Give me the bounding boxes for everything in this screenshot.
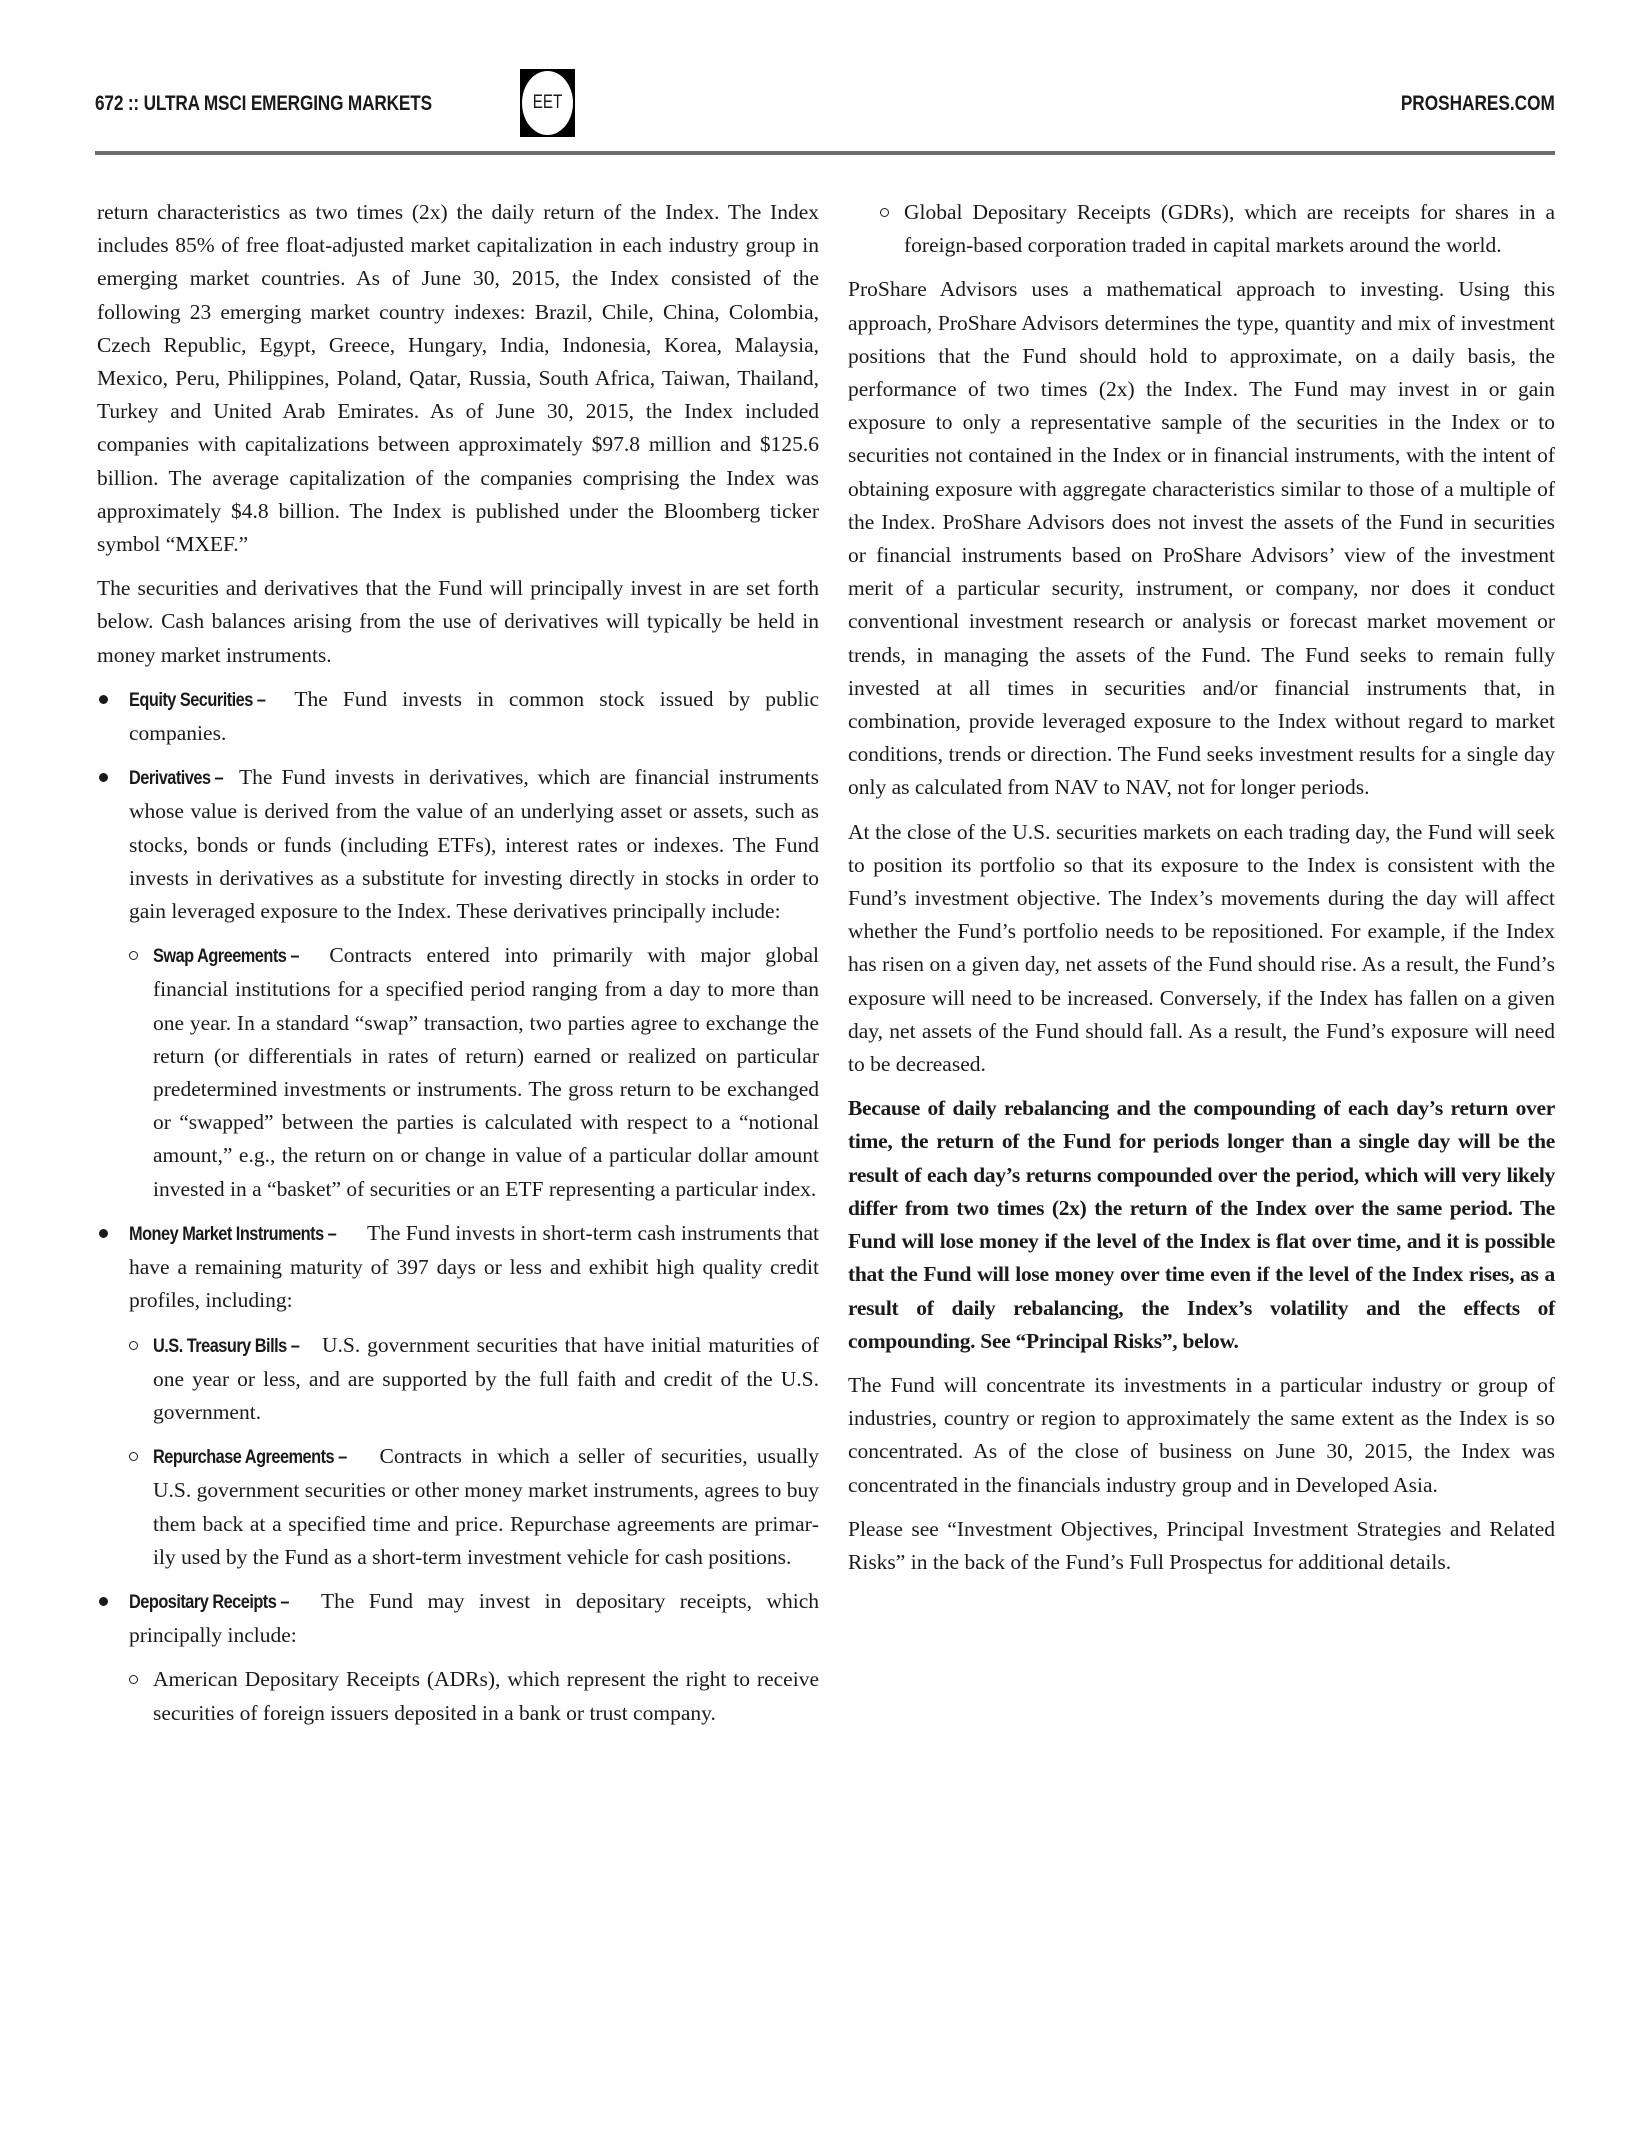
- sub-item-text: Global Depositary Receipts (GDRs), which are receipts for shares in a foreign-based corporation traded in capital markets around the world.: [904, 200, 1555, 258]
- see-prospectus-paragraph: Please see “Investment Objectives, Principal Investment Strategies and Related Risks” in the back of the Fund’s Full Prospectus for additional details.: [848, 1516, 1555, 1574]
- sub-item-adrs: [125, 1663, 819, 1729]
- rebalancing-paragraph: At the close of the U.S. securities markets on each trading day, the Fund will seek to position its portfolio so that its exposure to the Index is consistent with the Fund’s investment objective. The Index’s movements during the day will affect whether the Fund’s portfolio needs to be repositioned. For example, if the Index has risen on a given day, net assets of the Fund should rise. As a result, the Fund’s exposure will need to be increased. Conversely, if the Index has fallen on a given day, net assets of the Fund should fall. As a result, the Fund’s exposure will need to be decreased.: [848, 819, 1555, 1077]
- bullet-text: The Fund invests in common stock issued by public companies.: [129, 686, 819, 746]
- page-header: [95, 0, 1555, 160]
- left-column: [97, 196, 819, 1741]
- ticker-badge: [520, 69, 575, 137]
- sub-item-label: Repurchase Agreements –: [153, 1447, 347, 1469]
- bullet-label: Money Market Instruments –: [129, 1223, 337, 1245]
- securities-intro-paragraph: The securities and derivatives that the Fund will principally invest in are set forth below. Cash balances arising from the use of derivatives will typically be held in money market instruments.: [97, 576, 819, 667]
- bullet-text: The Fund invests in short-term cash instruments that have a remaining maturity of 397 days or less and exhibit high quality credit profiles, including:: [129, 1220, 819, 1313]
- page-title: 672 :: ULTRA MSCI EMERGING MARKETS: [95, 92, 432, 115]
- bullet-icon: [99, 1229, 108, 1238]
- hollow-bullet-icon: [129, 951, 138, 960]
- ticker-badge-ellipse: [522, 71, 573, 135]
- bullet-icon: [99, 695, 108, 704]
- hollow-bullet-icon: [129, 1675, 138, 1684]
- header-divider: [95, 151, 1555, 155]
- bullet-money-market-instruments: [97, 1217, 819, 1318]
- sub-item-text: American Depositary Receipts (ADRs), which represent the right to receive securities of foreign issuers deposited in a bank or trust company.: [153, 1667, 819, 1725]
- hollow-bullet-icon: [129, 1341, 138, 1350]
- bullet-text: The Fund invests in derivatives, which are financial instruments whose value is derived from the value of an underlying asset or assets, such as stocks, bonds or funds (including ETFs), interest rates or indexes. The Fund invests in derivatives as a substitute for investing directly in stocks in order to gain leveraged exposure to the Index. These derivatives principally include:: [129, 765, 819, 924]
- bullet-icon: [99, 1597, 108, 1606]
- investment-approach-paragraph: ProShare Advisors uses a mathematical approach to investing. Using this approach, ProShare Advisors determines the type, quantity and mix of investment positions that the Fund should hold to approximate, on a daily basis, the performance of two times (2x) the Index. The Fund may invest in or gain exposure to only a representative sample of the securities in the Index or to securities not contained in the Index or in financial instruments, with the intent of obtaining exposure with aggregate characteristics similar to those of a multiple of the Index. ProShare Advisors does not invest the assets of the Fund in securities or financial instruments based on ProShare Advisors’ view of the investment merit of a particular security, instrument, or company, nor does it conduct conventional investment research or analysis or forecast market movement or trends, in managing the assets of the Fund. The Fund seeks to remain fully invested at all times in securities and/or financial instruments that, in combination, provide leveraged exposure to the Index without regard to market conditions, trends or direction. The Fund seeks investment results for a single day only as calculated from NAV to NAV, not for longer periods.: [848, 277, 1555, 800]
- bullet-label: Depositary Receipts –: [129, 1591, 289, 1613]
- sub-item-label: U.S. Treasury Bills –: [153, 1335, 300, 1357]
- bullet-label: Derivatives –: [129, 768, 224, 790]
- hollow-bullet-icon: [129, 1452, 138, 1461]
- hollow-bullet-icon: [880, 208, 889, 217]
- sub-item-text: U.S. government securities that have initial maturities of one year or less, and are supported by the full faith and credit of the U.S. government.: [153, 1332, 819, 1424]
- sub-item-gdrs: [876, 196, 1555, 262]
- sub-item-text: Contracts in which a seller of securities, usually U.S. government securities or other money market instruments, agrees to buy them back at a specified time and price. Repurchase agreements are primarily used by the Fund as a short-term investment vehicle for cash positions.: [153, 1444, 819, 1569]
- sub-item-label: Swap Agreements –: [153, 946, 299, 968]
- bullet-text: The Fund may invest in depositary receipts, which principally include:: [129, 1588, 819, 1648]
- bullet-icon: [99, 773, 108, 782]
- index-description-paragraph: return characteristics as two times (2x) the daily return of the Index. The Index includes 85% of free float-adjusted market capitalization in each industry group in emerging market countries. As of June 30, 2015, the Index consisted of the following 23 emerging market country indexes: Brazil, Chile, China, Colombia, Czech Republic, Egypt, Greece, Hungary, India, Indonesia, Korea, Malaysia, Mexico, Peru, Philippines, Poland, Qatar, Russia, South Africa, Taiwan, Thailand, Turkey and United Arab Emirates. As of June 30, 2015, the Index included companies with capitalizations between approximately $97.8 million and $125.6 billion. The average capitalization of the companies comprising the Index was approximately $4.8 billion. The Index is published under the Bloomberg ticker symbol “MXEF.”: [97, 200, 819, 557]
- bullet-derivatives: [97, 761, 819, 928]
- bullet-depositary-receipts: [97, 1585, 819, 1652]
- sub-item-swap-agreements: [125, 939, 819, 1206]
- compounding-warning-paragraph: Because of daily rebalancing and the compounding of each day’s return over time, the return of the Fund for periods longer than a single day will be the result of each day’s returns compounded over the period, which will very likely differ from two times (2x) the return of the Index over the same period. The Fund will lose money if the level of the Index is flat over time, and it is possible that the Fund will lose money over time even if the level of the Index rises, as a result of daily rebalancing, the Index’s volatility and the effects of compounding. See “Principal Risks”, below.: [848, 1096, 1555, 1353]
- sub-item-treasury-bills: [125, 1329, 819, 1430]
- bullet-equity-securities: [97, 683, 819, 750]
- sub-item-repurchase-agreements: [125, 1440, 819, 1574]
- right-column: [848, 196, 1555, 1590]
- bullet-label: Equity Securities –: [129, 689, 266, 711]
- sub-item-text: Contracts entered into primarily with major global financial institutions for a specified period ranging from a day to more than one year. In a standard “swap” transaction, two parties agree to exchange the return (or differentials in rates of return) earned or realized on particular predetermined investments or instruments. The gross return to be exchanged or “swapped” between the parties is calculated with respect to a “notional amount,” e.g., the return on or change in value of a particular dollar amount invested in a “basket” of securities or an ETF representing a particular index.: [153, 943, 819, 1201]
- site-name: PROSHARES.COM: [1400, 92, 1555, 115]
- concentration-paragraph: The Fund will concentrate its investments in a particular industry or group of industries, country or region to approximately the same extent as the Index is so concentrated. As of the close of business on June 30, 2015, the Index was concentrated in the financials industry group and in Developed Asia.: [848, 1372, 1555, 1497]
- ticker-badge-label: EET: [532, 92, 563, 113]
